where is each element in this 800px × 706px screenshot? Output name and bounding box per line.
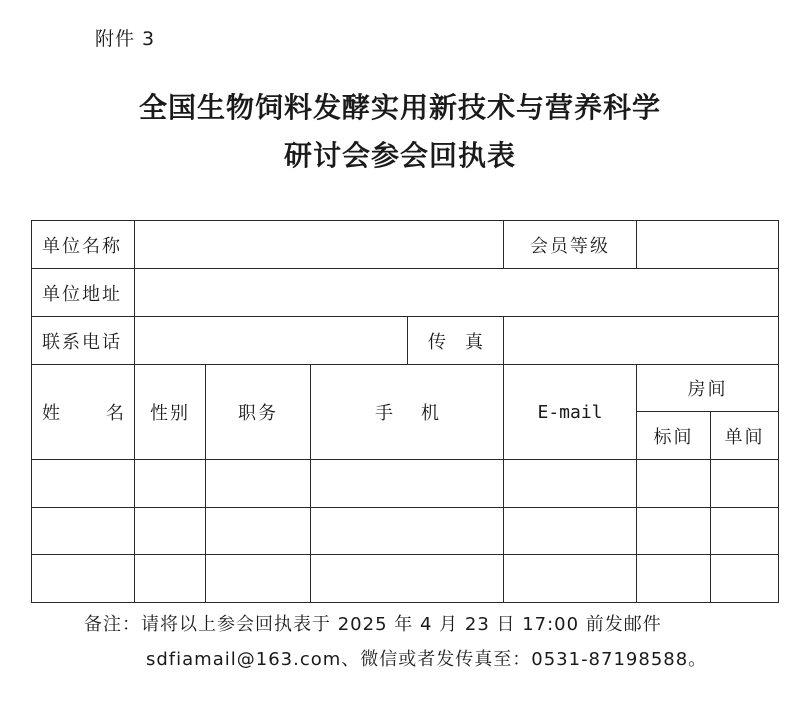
member-level-input-cell[interactable] xyxy=(637,221,779,269)
member-level-label: 会员等级 xyxy=(504,221,637,269)
attendee-single-room-cell[interactable] xyxy=(711,555,779,603)
attendee-mobile-cell[interactable] xyxy=(311,555,504,603)
attendee-gender-cell[interactable] xyxy=(135,555,206,603)
mobile-header xyxy=(311,365,504,460)
room-standard-header: 标间 xyxy=(637,412,711,460)
contact-phone-label: 联系电话 xyxy=(32,317,135,365)
name-header-char-2: 名 xyxy=(106,403,124,424)
unit-name-label: 单位名称 xyxy=(32,221,135,269)
attendee-single-room-cell[interactable] xyxy=(711,508,779,555)
mobile-header-char-2: 机 xyxy=(421,403,439,424)
fax-input-cell[interactable] xyxy=(504,317,779,365)
attendee-email-cell[interactable] xyxy=(504,460,637,508)
attendee-name-cell[interactable] xyxy=(32,508,135,555)
email-header: E-mail xyxy=(504,365,637,460)
attendee-name-header xyxy=(32,365,135,460)
attendee-standard-room-cell[interactable] xyxy=(637,460,711,508)
attendee-position-cell[interactable] xyxy=(206,555,311,603)
mobile-header-char-1: 手 xyxy=(375,403,393,424)
attendee-gender-cell[interactable] xyxy=(135,508,206,555)
fax-label xyxy=(408,317,504,365)
contact-phone-input-cell[interactable] xyxy=(135,317,408,365)
document-title-line-1: 全国生物饲料发酵实用新技术与营养科学 xyxy=(138,91,661,124)
unit-address-input-cell[interactable] xyxy=(135,269,779,317)
attendee-standard-room-cell[interactable] xyxy=(637,508,711,555)
room-single-header: 单间 xyxy=(711,412,779,460)
remark-line-2: sdfiamail@163.com、微信或者发传真至：0531-87198588。 xyxy=(146,649,708,670)
attendee-position-cell[interactable] xyxy=(206,460,311,508)
fax-label-char-2: 真 xyxy=(465,331,483,353)
attendee-position-cell[interactable] xyxy=(206,508,311,555)
unit-name-input-cell[interactable] xyxy=(135,221,504,269)
remark-line-1: 备注：请将以上参会回执表于 2025 年 4 月 23 日 17:00 前发邮件 xyxy=(84,614,662,635)
attendee-row xyxy=(32,460,779,508)
attendee-standard-room-cell[interactable] xyxy=(637,555,711,603)
unit-address-label: 单位地址 xyxy=(32,269,135,317)
attendee-name-cell[interactable] xyxy=(32,555,135,603)
position-header: 职务 xyxy=(206,365,311,460)
attendee-gender-cell[interactable] xyxy=(135,460,206,508)
attendee-single-room-cell[interactable] xyxy=(711,460,779,508)
name-header-char-1: 姓 xyxy=(42,403,60,424)
gender-header: 性别 xyxy=(135,365,206,460)
attendee-email-cell[interactable] xyxy=(504,555,637,603)
room-header: 房间 xyxy=(637,365,779,412)
fax-label-char-1: 传 xyxy=(428,331,446,353)
attendee-mobile-cell[interactable] xyxy=(311,508,504,555)
registration-form-table xyxy=(31,220,779,603)
attendee-row xyxy=(32,508,779,555)
attendee-mobile-cell[interactable] xyxy=(311,460,504,508)
attachment-label: 附件 3 xyxy=(95,28,156,50)
document-title-line-2: 研讨会参会回执表 xyxy=(283,139,516,172)
attendee-row xyxy=(32,555,779,603)
attendee-email-cell[interactable] xyxy=(504,508,637,555)
attendee-name-cell[interactable] xyxy=(32,460,135,508)
